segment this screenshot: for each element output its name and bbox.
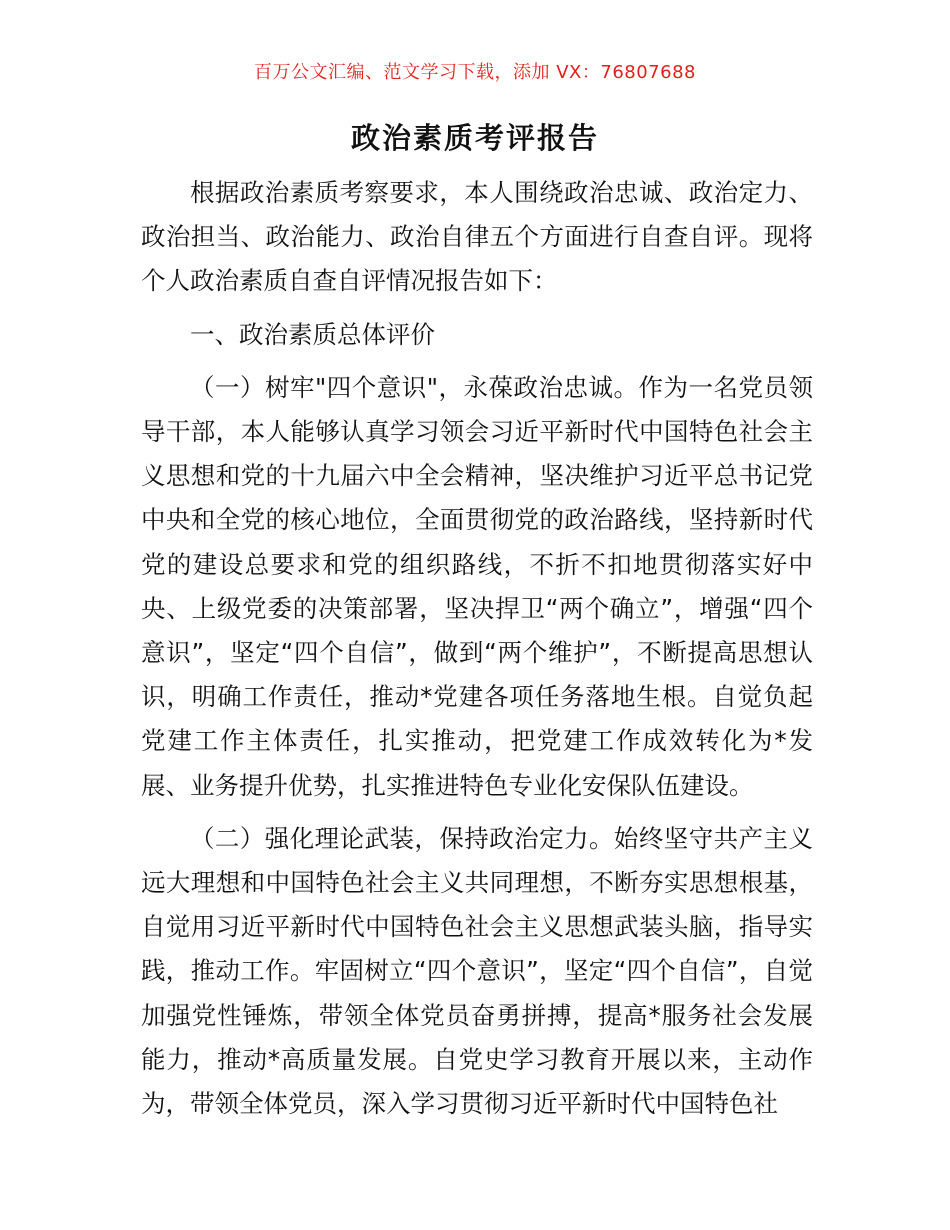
paragraph-item-1: （一）树牢"四个意识"，永葆政治忠诚。作为一名党员领导干部，本人能够认真学习领会习近平新时代中国特色社会主义思想和党的十九届六中全会精神，坚决维护习近平总书记党中央和全党的核心地位，全面贯彻党的政治路线，坚持新时代党的建设总要求和党的组织路线，不折不扣地贯彻落实好中央、上级党委的决策部署，坚决捍卫“两个确立”，增强“四个意识”，坚定“四个自信”，做到“两个维护”，不断提高思想认识，明确工作责任，推动*党建各项任务落地生根。自觉负起党建工作主体责任，扎实推动，把党建工作成效转化为*发展、业务提升优势，扎实推进特色专业化安保队伍建设。 bbox=[141, 372, 813, 800]
document-title: 政治素质考评报告 bbox=[350, 121, 599, 155]
paragraph-item-2: （二）强化理论武装，保持政治定力。始终坚守共产主义远大理想和中国特色社会主义共同理想，不断夯实思想根基，自觉用习近平新时代中国特色社会主义思想武装头脑，指导实践，推动工作。牢固树立“四个意识”，坚定“四个自信”，自觉加强党性锤炼，带领全体党员奋勇拼搏，提高*服务社会发展能力，推动*高质量发展。自党史学习教育开展以来，主动作为，带领全体党员，深入学习贯彻习近平新时代中国特色社 bbox=[141, 823, 813, 1119]
paragraph-intro: 根据政治素质考察要求，本人围绕政治忠诚、政治定力、政治担当、政治能力、政治自律五个方面进行自查自评。现将个人政治素质自查自评情况报告如下： bbox=[141, 178, 813, 296]
document-body bbox=[141, 171, 813, 1135]
section-heading-1: 一、政治素质总体评价 bbox=[190, 319, 435, 349]
header-watermark-note: 百万公文汇编、范文学习下载，添加 VX：76807688 bbox=[254, 62, 696, 83]
